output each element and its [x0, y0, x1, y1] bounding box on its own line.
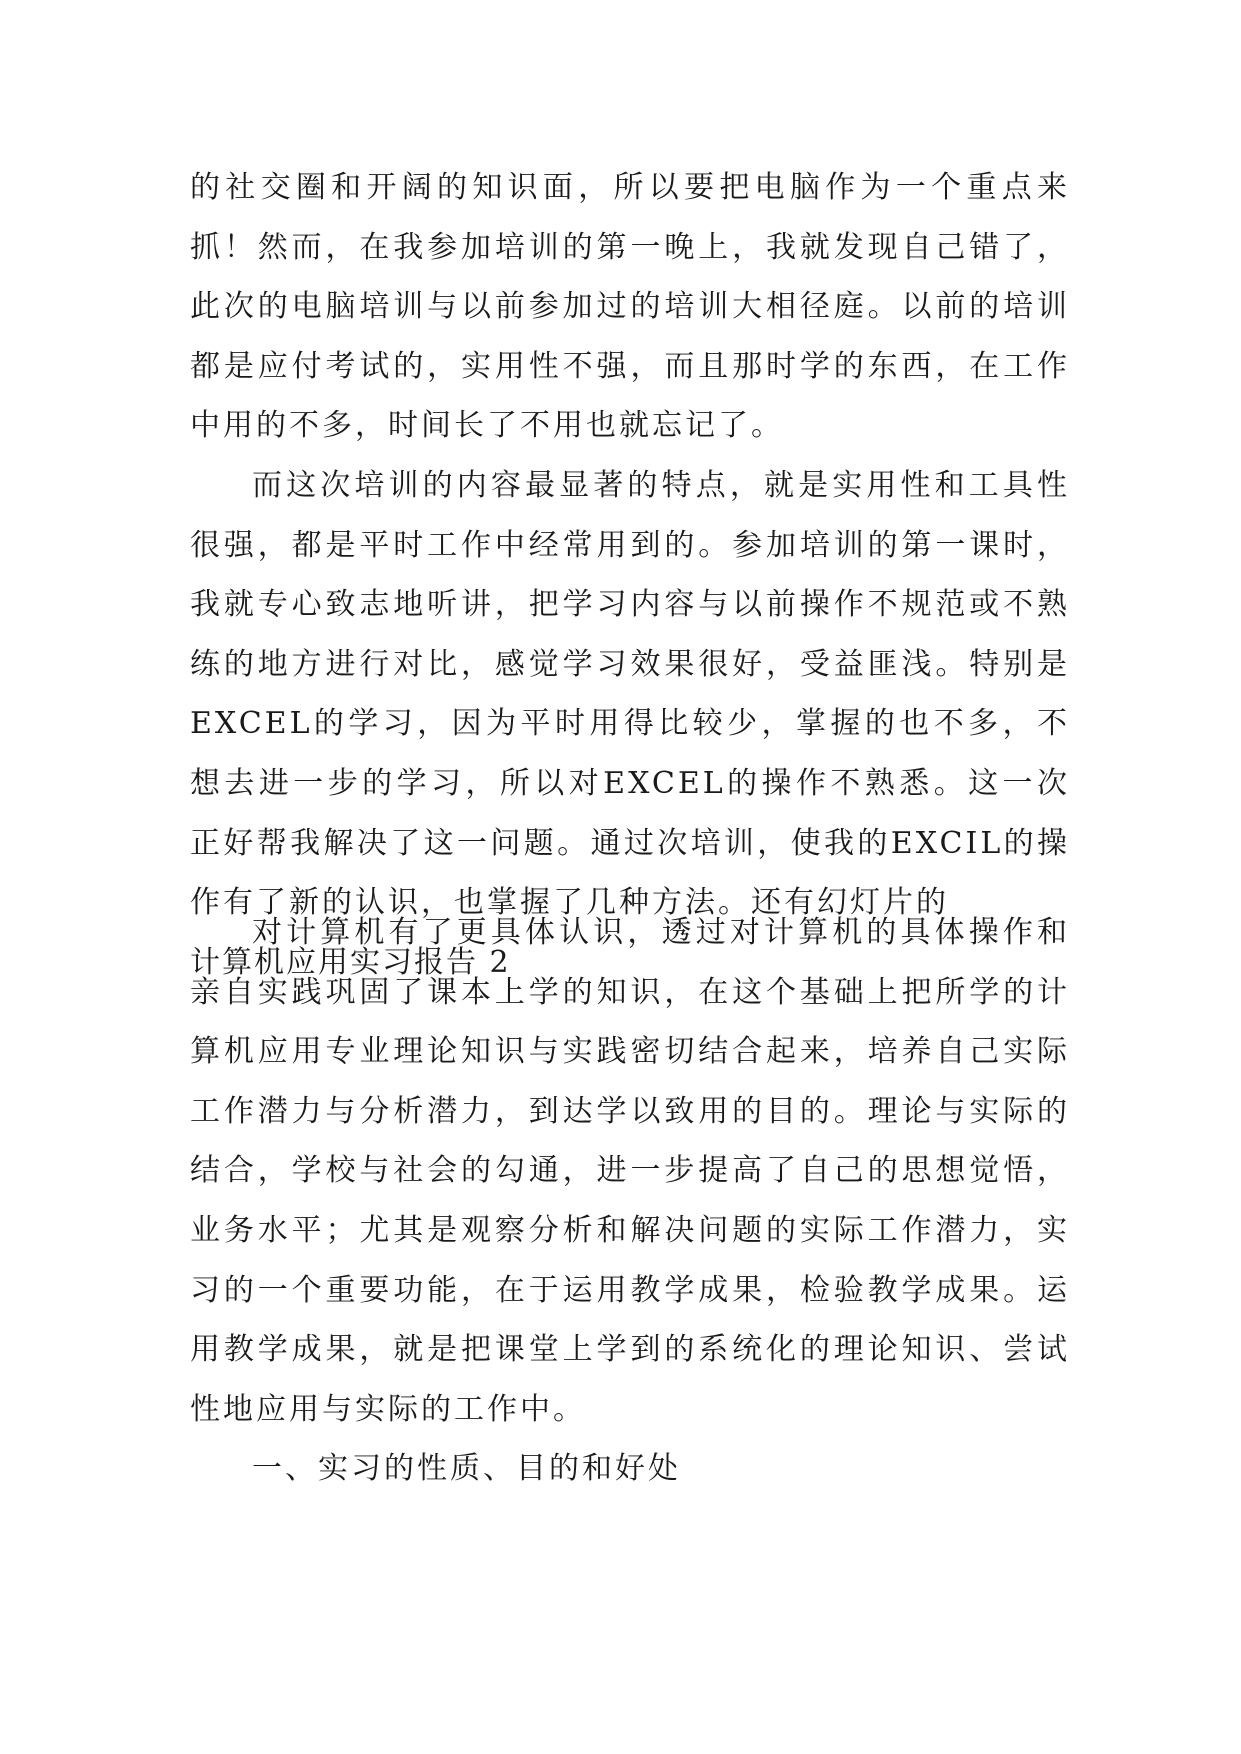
body-text-lower — [190, 903, 1070, 1499]
paragraph-computer-knowledge: 对计算机有了更具体认识，透过对计算机的具体操作和亲自实践巩固了课本上学的知识，在这个基础上把所学的计算机应用专业理论知识与实践密切结合起来，培养自己实际工作潜力与分析潜力，到达学以致用的目的。理论与实际的结合，学校与社会的勾通，进一步提高了自己的思想觉悟，业务水平；尤其是观察分析和解决问题的实际工作潜力，实习的一个重要功能，在于运用教学成果，检验教学成果。运用教学成果，就是把课堂上学到的系统化的理论知识、尝试性地应用与实际的工作中。 — [190, 915, 1070, 1427]
section-heading: 一、实习的性质、目的和好处 — [252, 1451, 681, 1487]
body-text-upper — [190, 158, 1070, 992]
report-title: 计算机应用实习报告 2 — [190, 944, 511, 980]
paragraph-training-features: 而这次培训的内容最显著的特点，就是实用性和工具性很强，都是平时工作中经常用到的。参加培训的第一课时，我就专心致志地听讲，把学习内容与以前操作不规范或不熟练的地方进行对比，感觉学习效果很好，受益匪浅。特别是EXCEL的学习，因为平时用得比较少，掌握的也不多，不想去进一步的学习，所以对EXCEL的操作不熟悉。这一次正好帮我解决了这一问题。通过次培训，使我的EXCIL的操作有了新的认识，也掌握了几种方法。还有幻灯片的 — [190, 467, 1070, 921]
paragraph-continuation: 的社交圈和开阔的知识面，所以要把电脑作为一个重点来抓！然而，在我参加培训的第一晚上，我就发现自己错了，此次的电脑培训与以前参加过的培训大相径庭。以前的培训都是应付考试的，实用性不强，而且那时学的东西，在工作中用的不多，时间长了不用也就忘记了。 — [190, 170, 1070, 444]
